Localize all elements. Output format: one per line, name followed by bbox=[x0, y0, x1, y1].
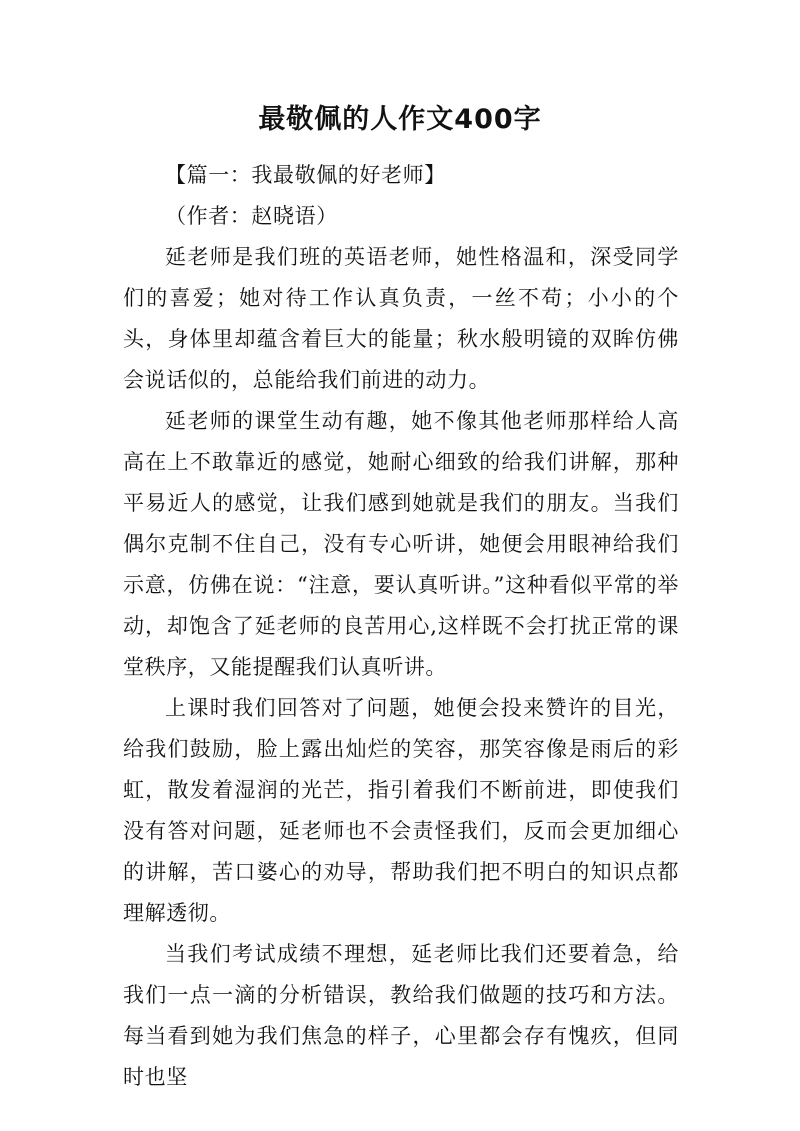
author-line: （作者：赵晓语） bbox=[165, 204, 338, 228]
paragraph-4: 当我们考试成绩不理想，延老师比我们还要着急，给我们一点一滴的分析错误，教给我们做题的技巧和方法。每当看到她为我们焦急的样子，心里都会存有愧疚，但同时也坚 bbox=[123, 942, 679, 1089]
paragraph-2: 延老师的课堂生动有趣，她不像其他老师那样给人高高在上不敢靠近的感觉，她耐心细致的给我们讲解，那种平易近人的感觉，让我们感到她就是我们的朋友。当我们偶尔克制不住自己，没有专心听讲，她便会用眼神给我们示意，仿佛在说：“注意，要认真听讲。”这种看似平常的举动，却饱含了延老师的良苦用心,这样既不会打扰正常的课堂秩序，又能提醒我们认真听讲。 bbox=[123, 409, 679, 679]
paragraph-1: 延老师是我们班的英语老师，她性格温和，深受同学们的喜爱；她对待工作认真负责，一丝不苟；小小的个头，身体里却蕴含着巨大的能量；秋水般明镜的双眸仿佛会说话似的，总能给我们前进的动力。 bbox=[123, 245, 679, 392]
document-body bbox=[123, 155, 679, 1098]
section-heading: 【篇一：我最敬佩的好老师】 bbox=[165, 163, 446, 187]
paragraph-3: 上课时我们回答对了问题，她便会投来赞许的目光，给我们鼓励，脸上露出灿烂的笑容，那笑容像是雨后的彩虹，散发着湿润的光芒，指引着我们不断前进，即使我们没有答对问题，延老师也不会责怪我们，反而会更加细心的讲解，苦口婆心的劝导，帮助我们把不明白的知识点都理解透彻。 bbox=[123, 696, 679, 925]
document-title: 最敬佩的人作文400字 bbox=[258, 104, 542, 135]
